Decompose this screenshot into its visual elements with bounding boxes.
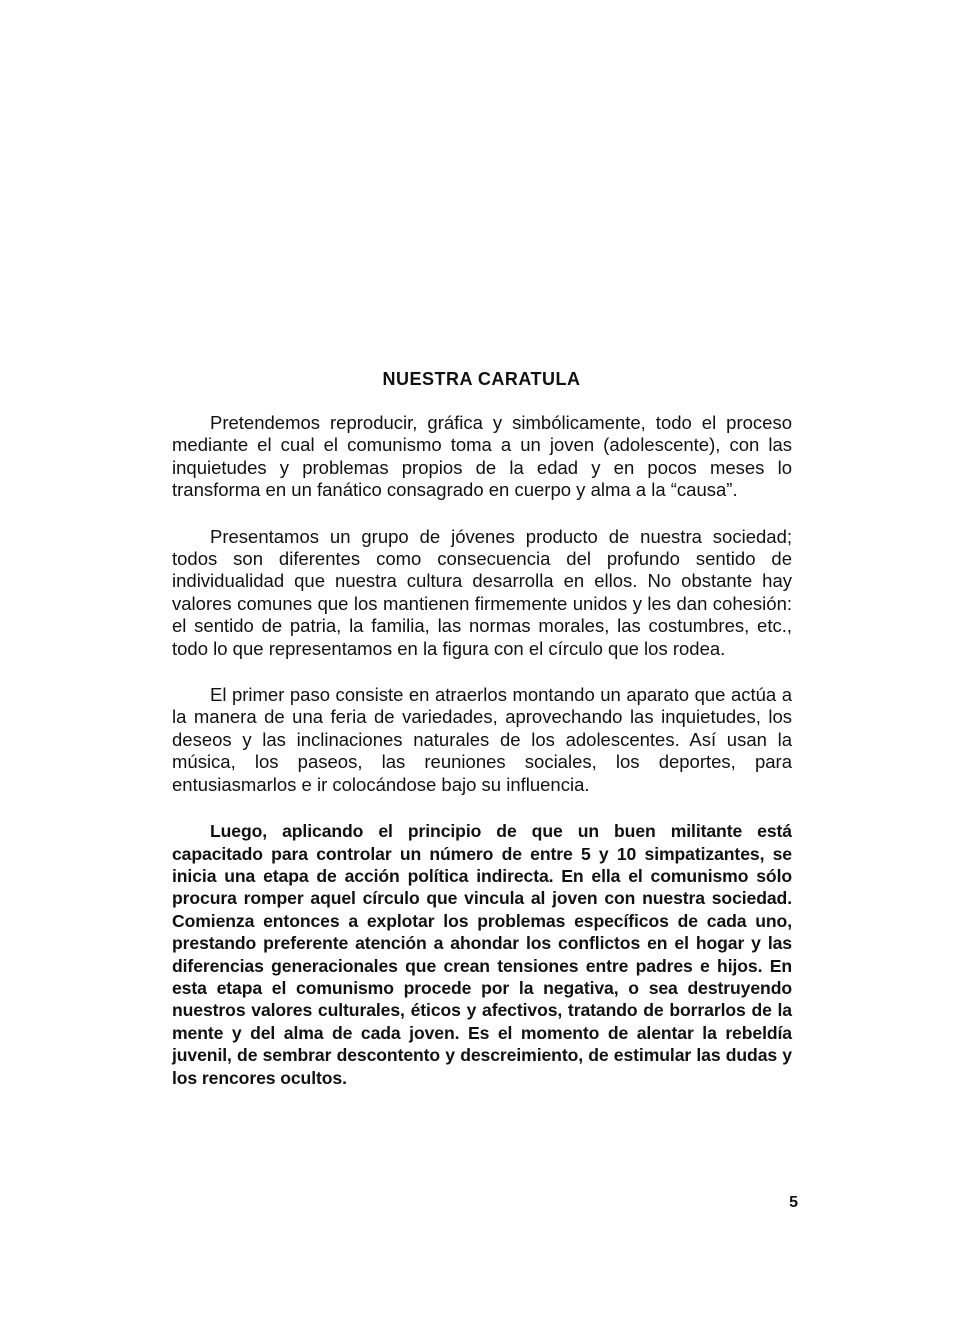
page-title: NUESTRA CARATULA — [382, 369, 581, 389]
paragraph-1: Pretendemos reproducir, gráfica y simbólicamente, todo el proceso mediante el cual el comunismo toma a un joven (adolescente), con las inquietudes y problemas propios de la edad y en pocos meses lo transforma en un fanático consagrado en cuerpo y alma a la “causa”. — [172, 412, 792, 501]
paragraph-4: Luego, aplicando el principio de que un buen militante está capacitado para controlar un número de entre 5 y 10 simpatizantes, se inicia una etapa de acción política indirecta. En ella el comunismo sólo procura romper aquel círculo que vincula al joven con nuestra sociedad. Comienza entonces a explotar los problemas específicos de cada uno, prestando preferente atención a ahondar los conflictos en el hogar y las diferencias generacionales que crean tensiones entre padres e hijos. En esta etapa el comunismo procede por la negativa, o sea destruyendo nuestros valores culturales, éticos y afectivos, tratando de borrarlos de la mente y del alma de cada joven. Es el momento de alentar la rebeldía juvenil, de sembrar descontento y descreimiento, de estimular las dudas y los rencores ocultos. — [172, 821, 792, 1088]
page-number: 5 — [789, 1194, 798, 1211]
paragraph-3: El primer paso consiste en atraerlos montando un aparato que actúa a la manera de una feria de variedades, aprovechando las inquietudes, los deseos y las inclinaciones naturales de los adolescentes. Así usan la música, los paseos, las reuniones sociales, los deportes, para entusiasmarlos e ir colocándose bajo su influencia. — [172, 684, 792, 795]
paragraph-2: Presentamos un grupo de jóvenes producto de nuestra sociedad; todos son diferentes como consecuencia del profundo sentido de individualidad que nuestra cultura desarrolla en ellos. No obstante hay valores comunes que los mantienen firmemente unidos y les dan cohesión: el sentido de patria, la familia, las normas morales, las costumbres, etc., todo lo que representamos en la figura con el círculo que los rodea. — [172, 525, 792, 659]
body-text — [172, 412, 792, 1113]
